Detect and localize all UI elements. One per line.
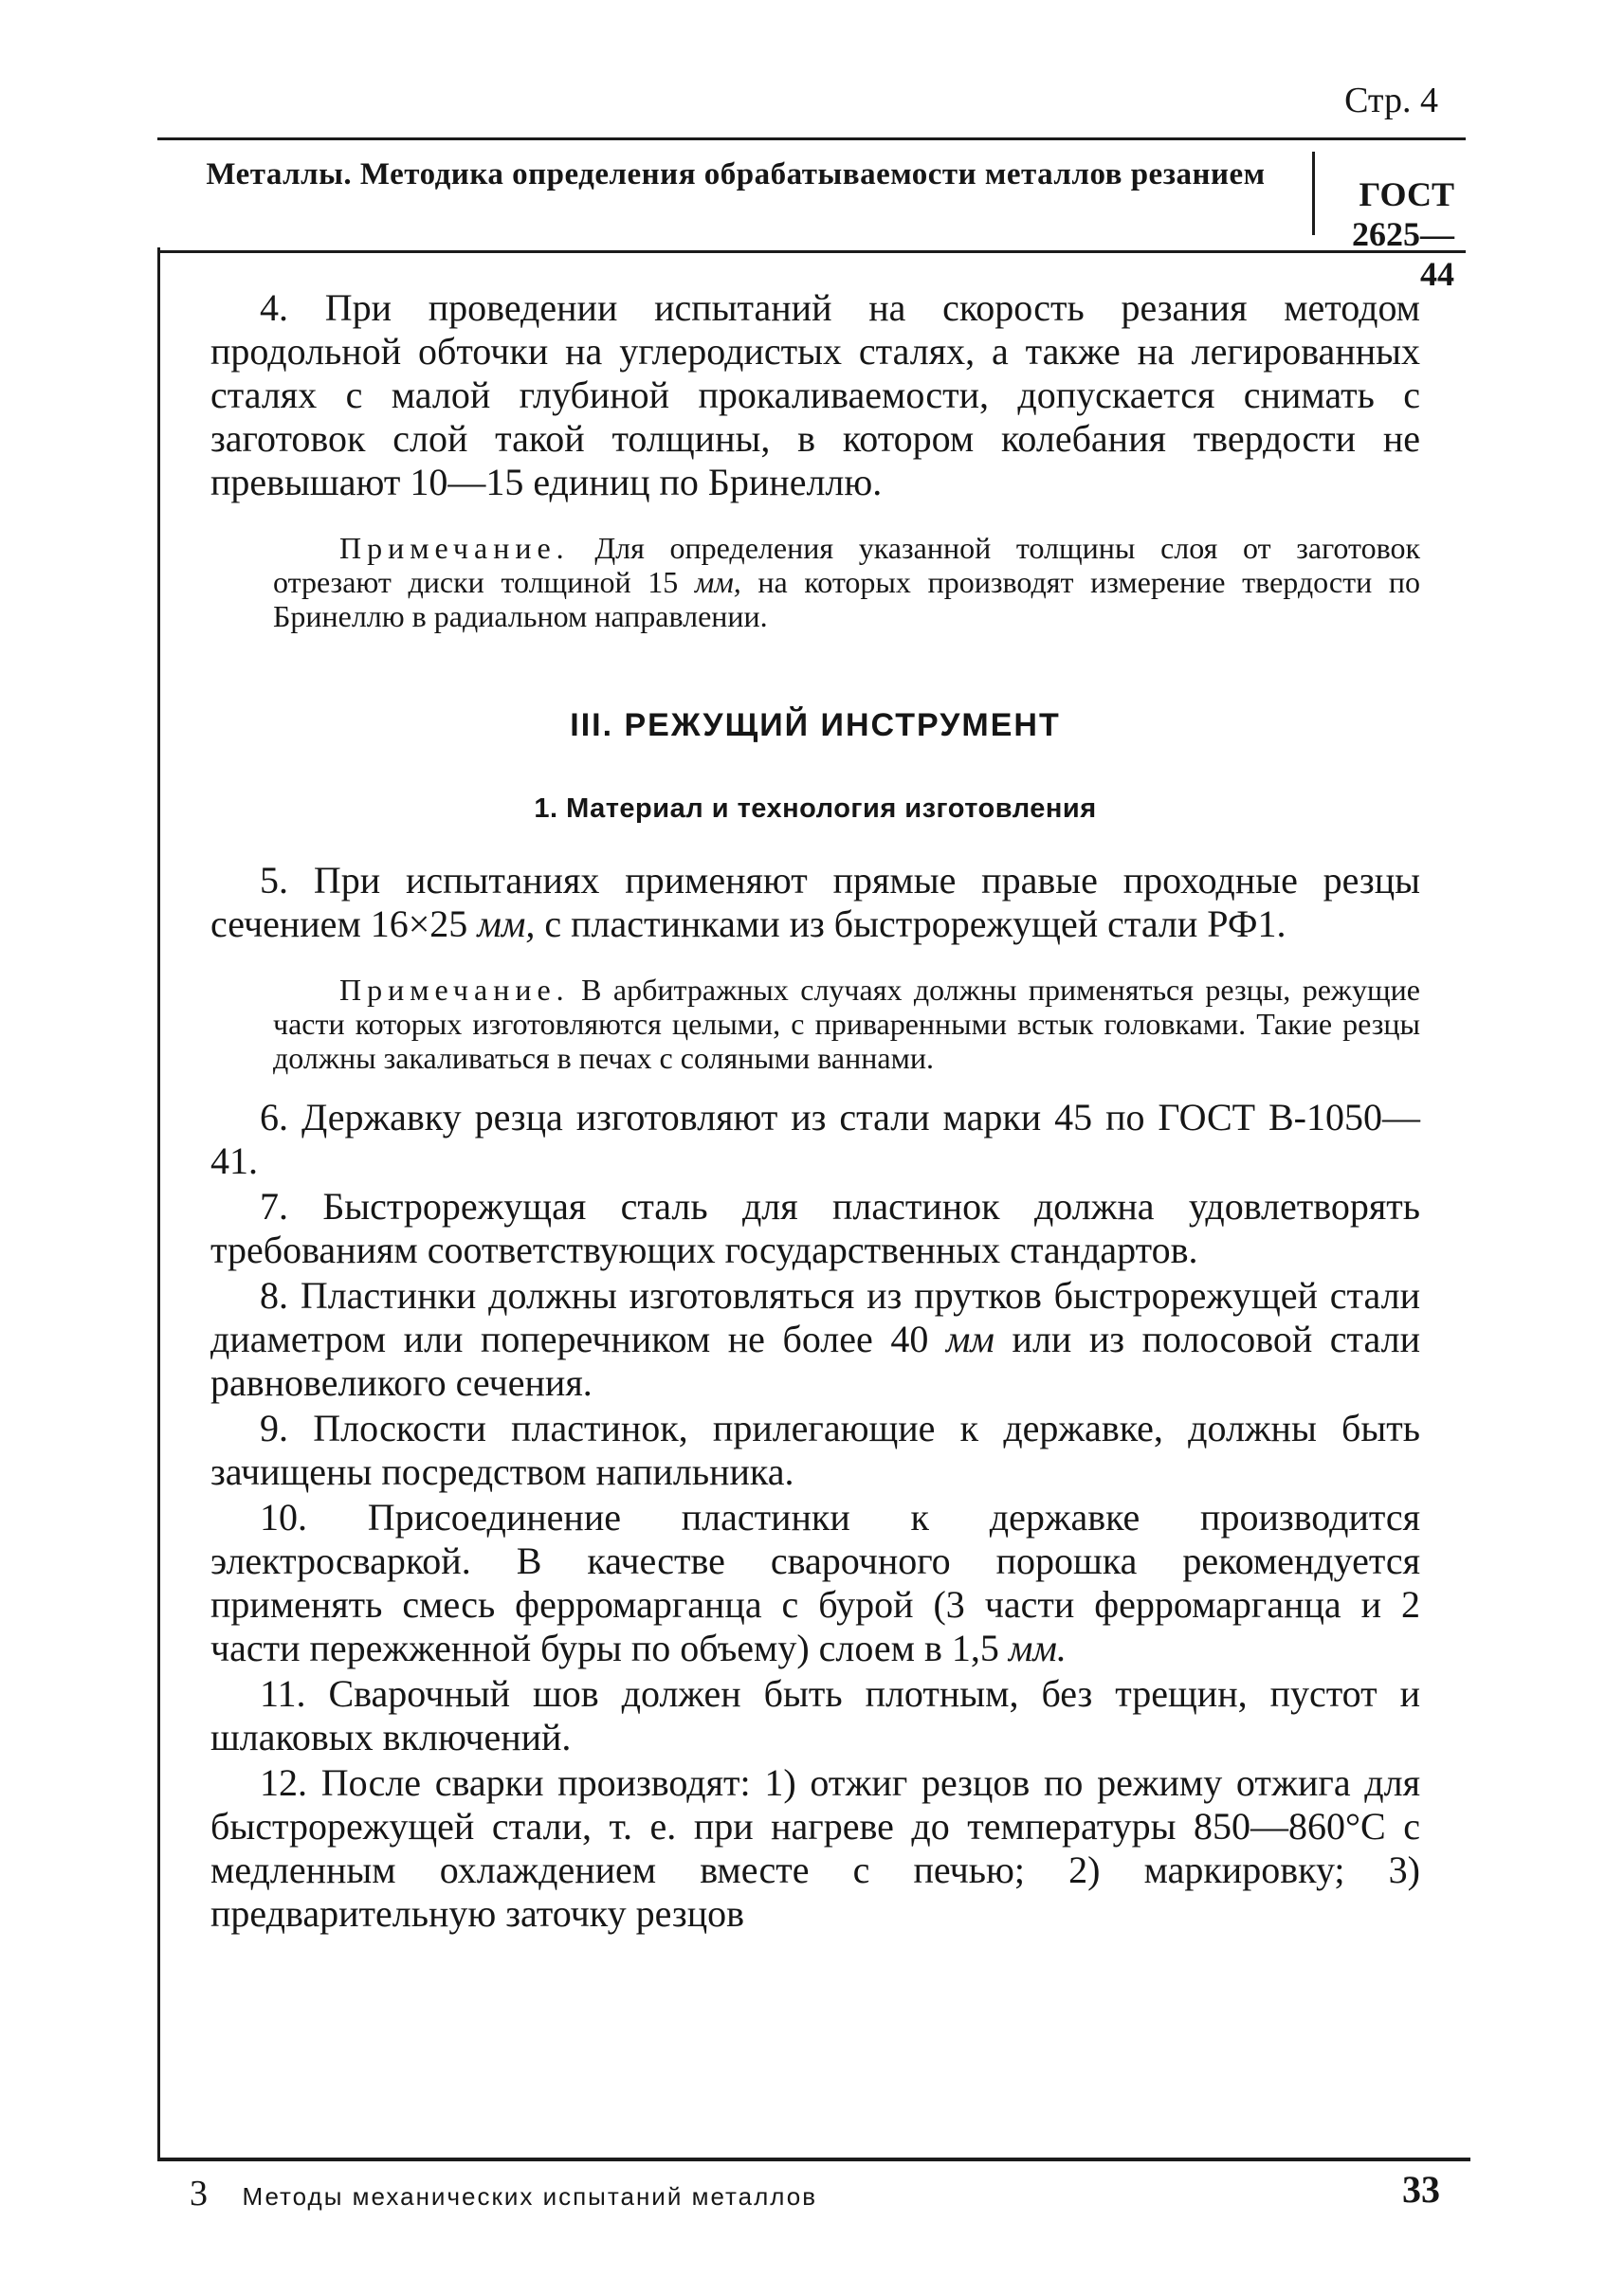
paragraph-6: 6. Державку резца изготовляют из стали марки 45 по ГОСТ В-1050—41. — [210, 1096, 1420, 1182]
header-divider — [1312, 152, 1315, 235]
page-number: 33 — [1402, 2168, 1440, 2211]
page-label: Стр. 4 — [1344, 81, 1438, 120]
header-title: Металлы. Методика определения обрабатываемости металлов резанием — [206, 157, 1266, 191]
footer-text: Методы механических испытаний металлов — [242, 2182, 818, 2211]
paragraph-11: 11. Сварочный шов должен быть плотным, без трещин, пустот и шлаковых включений. — [210, 1672, 1420, 1758]
paragraph-8 — [210, 1274, 1420, 1405]
paragraph-8-text-b: или из полосовой стали равновеликого сечения. — [210, 1318, 1420, 1404]
unit-mm: мм — [945, 1318, 994, 1360]
unit-mm: мм. — [1008, 1627, 1067, 1669]
note-text: В арбитражных случаях должны применяться резцы, режущие части которых изготовляются целыми, с приваренными встык головками. Такие резцы должны закаливаться в печах с соляными ваннами. — [273, 973, 1421, 1075]
document-header — [157, 137, 1466, 293]
paragraph-7: 7. Быстрорежущая сталь для пластинок должна удовлетворять требованиям соответствующих государственных стандартов. — [210, 1185, 1420, 1271]
paragraph-12: 12. После сварки производят: 1) отжиг резцов по режиму отжига для быстрорежущей стали, т. е. при нагреве до температуры 850—860°С с медленным охлаждением вместе с печью; 2) маркировку; 3) предварительную заточку резцов — [210, 1761, 1420, 1935]
note-text-a: Для определения указанной толщины слоя от заготовок отрезают диски толщиной 15 — [273, 531, 1421, 599]
standard-code: ГОСТ 2625—44 — [1352, 175, 1454, 293]
paragraph-9: 9. Плоскости пластинок, прилегающие к державке, должны быть зачищены посредством напильника. — [210, 1407, 1420, 1493]
footer-rule — [157, 2158, 1470, 2161]
page-body — [210, 286, 1420, 1938]
spacer — [210, 825, 1420, 859]
signature-number: 3 — [190, 2174, 208, 2213]
note-label: Примечание. — [339, 531, 570, 565]
paragraph-10-text: 10. Присоединение пластинки к державке производится электросваркой. В качестве сварочного порошка рекомендуется применять смесь ферромарганца с бурой (3 части ферромарганца и 2 части пережженной буры по объему) слоем в 1,5 — [210, 1496, 1420, 1669]
note-label: Примечание. — [339, 973, 570, 1007]
note-2 — [273, 973, 1420, 1075]
footer — [190, 2173, 817, 2214]
paragraph-5 — [210, 859, 1420, 946]
subsection-title: 1. Материал и технология изготовления — [534, 793, 1097, 824]
note-1 — [273, 531, 1420, 633]
paragraph-10 — [210, 1496, 1420, 1670]
left-margin-rule — [157, 247, 160, 2158]
unit-mm: мм, — [694, 565, 741, 599]
paragraph-8-text-a: 8. Пластинки должны изготовляться из прутков быстрорежущей стали диаметром или поперечником не более 40 — [210, 1274, 1420, 1360]
paragraph-4: 4. При проведении испытаний на скорость резания методом продольной обточки на углеродистых сталях, а также на легированных сталях с малой глубиной прокаливаемости, допускается снимать с заготовок слой такой толщины, в котором колебания твердости не превышают 10—15 единиц по Бринеллю. — [210, 286, 1420, 503]
unit-mm: мм, — [477, 902, 536, 945]
paragraph-5-text-b: с пластинками из быстрорежущей стали РФ1. — [544, 902, 1286, 945]
note-text-b: на которых производят измерение твердости по Бринеллю в радиальном направлении. — [273, 565, 1421, 633]
paragraph-5-text-a: 5. При испытаниях применяют прямые правые проходные резцы сечением 16×25 — [210, 859, 1420, 945]
section-title: III. РЕЖУЩИЙ ИНСТРУМЕНТ — [570, 707, 1061, 743]
